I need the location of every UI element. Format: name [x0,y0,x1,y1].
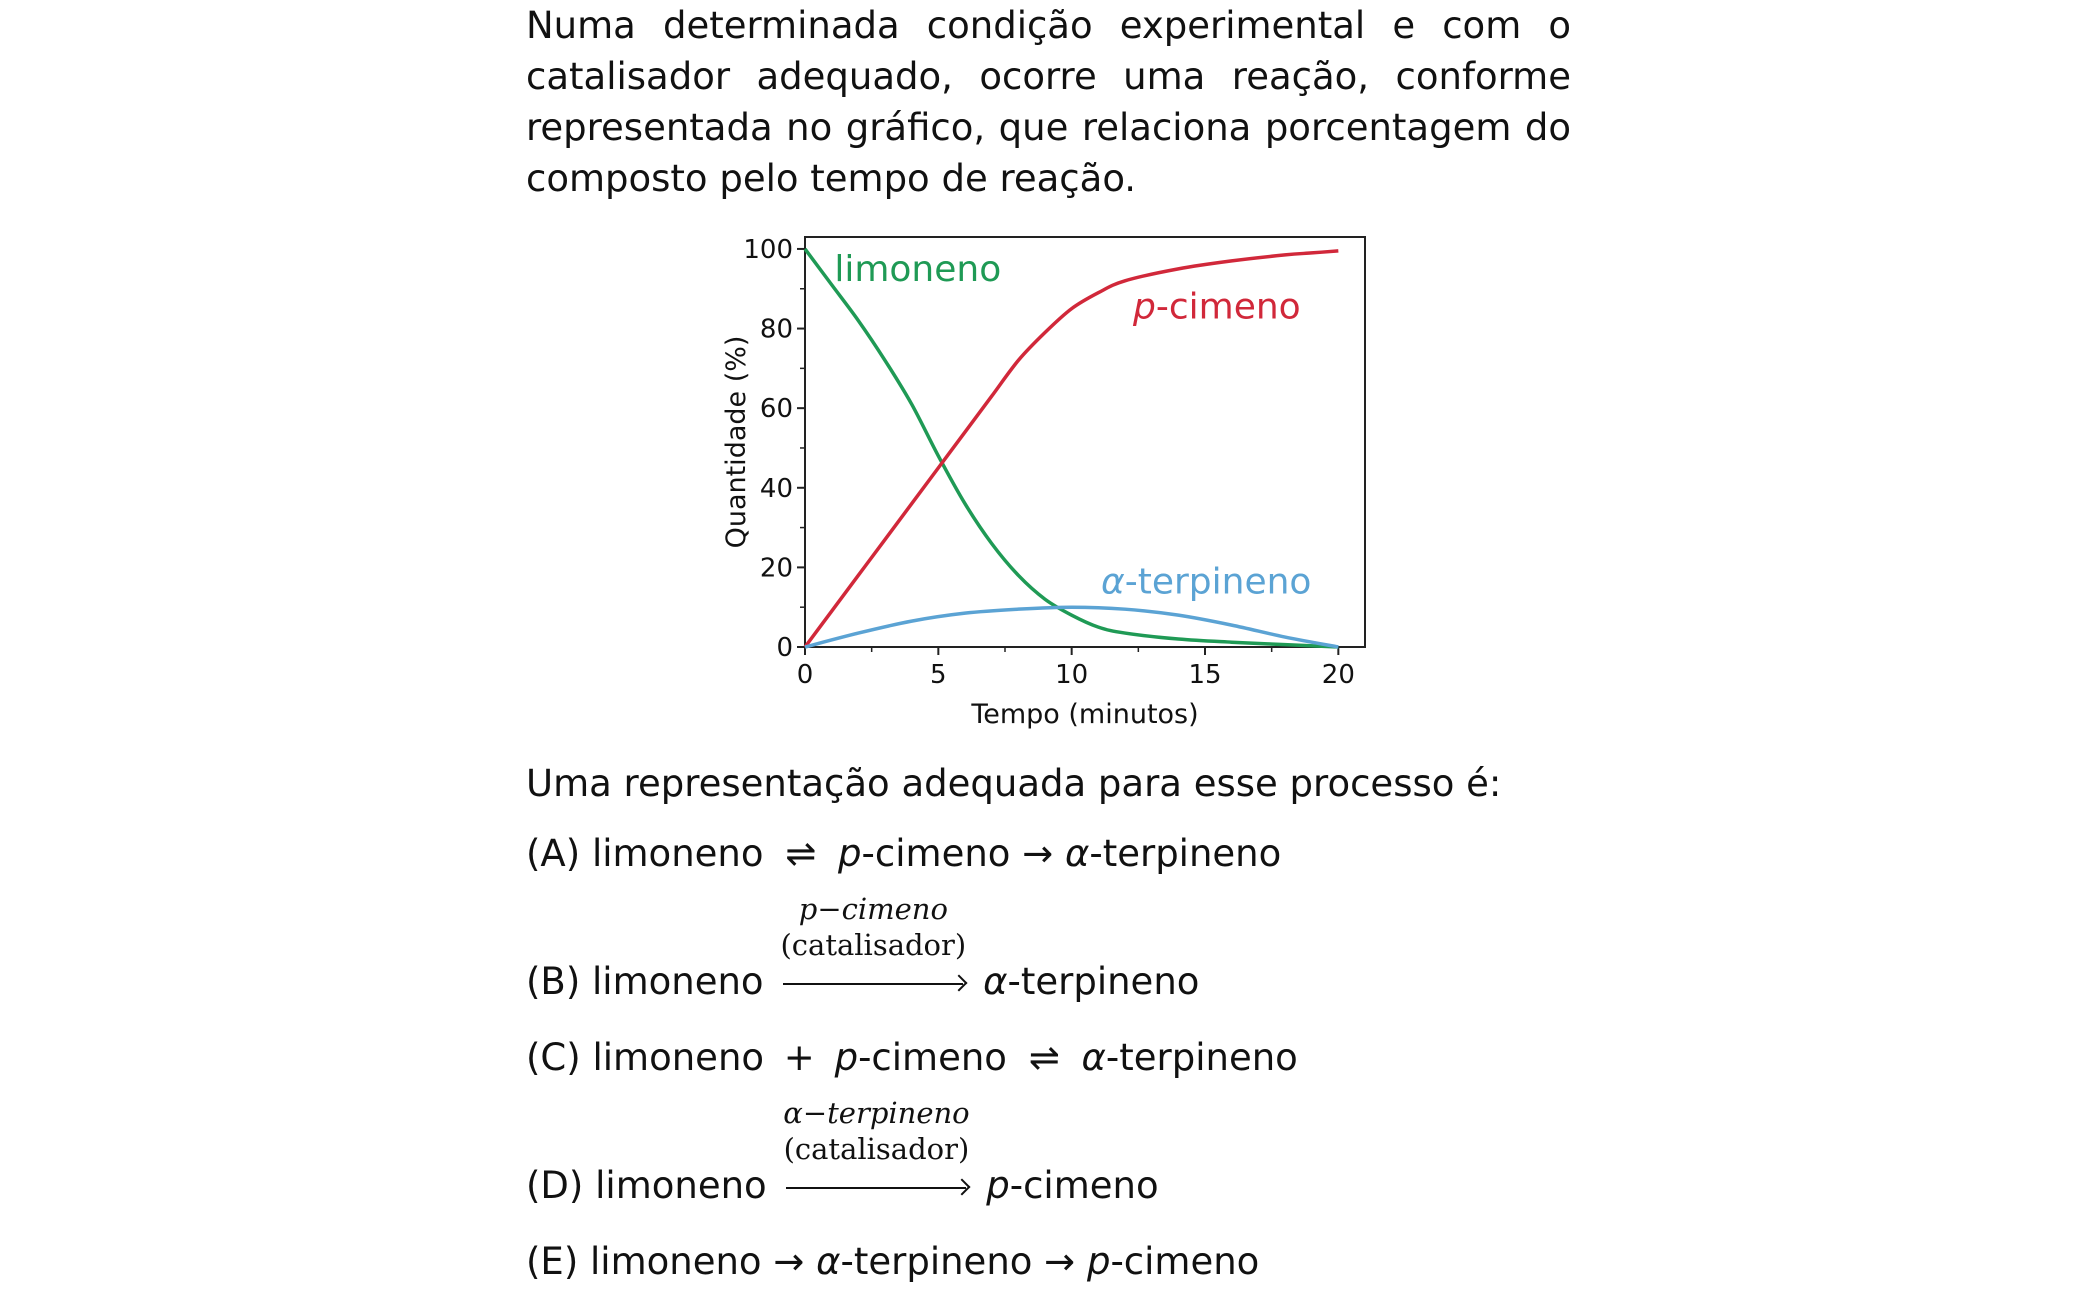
arrow-annotation: p−cimeno (catalisador) [780,892,967,962]
reactant: limoneno [595,1164,767,1207]
compound-name: -cimeno [858,1036,1007,1079]
y-tick-label: 0 [776,633,793,663]
y-tick-label: 40 [759,473,793,504]
option-letter: (E) [526,1240,579,1283]
compound-name: -cimeno [1110,1240,1260,1283]
catalysed-arrow [783,1096,970,1207]
question-text: Uma representação adequada para esse processo é: [526,762,1502,805]
y-axis-label: Quantidade (%) [721,335,752,549]
catalysed-arrow [780,892,967,1003]
compound-name: -cimeno [1009,1164,1159,1207]
option-letter: (D) [526,1164,584,1207]
reactant: limoneno [592,960,764,1003]
x-tick-label: 0 [796,660,814,690]
plus-symbol: + [783,1036,815,1079]
compound-prefix: p [986,1164,1010,1207]
option-e [526,1240,1259,1283]
compound-prefix: α [1064,832,1090,875]
compound-prefix: α [816,1240,841,1283]
arrow-icon [786,1187,966,1189]
reaction-chart [700,225,1380,745]
option-a [526,832,1281,875]
intro-paragraph: Numa determinada condição experimental e com o catalisador adequado, ocorre uma reação, conforme representada no gráfico, que relaciona porcentagem do composto pelo tempo de reação. [526,4,1571,200]
x-tick-label: 20 [1321,660,1355,690]
compound-name: -terpineno [840,1240,1033,1283]
y-tick-label: 20 [759,553,793,584]
series-line-α-terpineno [805,607,1338,647]
compound-prefix: p [834,1036,859,1079]
arrow-symbol: → [1022,832,1054,875]
compound-name: -cimeno [861,832,1011,875]
option-b [526,892,1200,1003]
compound-prefix: α [1081,1036,1106,1079]
reactant: limoneno [592,1036,765,1079]
option-letter: (A) [526,832,581,875]
series-label: limoneno [834,248,1002,290]
reactant: limoneno [590,1240,762,1283]
option-c [526,1036,1298,1079]
compound-name: -terpineno [1105,1036,1298,1079]
arrow-symbol: → [773,1240,805,1283]
y-tick-label: 100 [743,234,793,265]
compound-name: -terpineno [1089,832,1282,875]
series-label: p-cimeno [1133,286,1301,328]
compound-name: -terpineno [1007,960,1200,1003]
option-letter: (C) [526,1036,581,1079]
x-tick-label: 5 [930,660,947,690]
x-axis-label: Tempo (minutos) [971,699,1199,730]
y-tick-label: 80 [759,314,793,345]
x-tick-label: 15 [1188,660,1222,690]
arrow-annotation: α−terpineno (catalisador) [783,1096,970,1166]
arrow-symbol: → [1044,1240,1076,1283]
reactant: limoneno [591,832,764,875]
equilibrium-symbol: ⇌ [1028,1036,1060,1079]
option-letter: (B) [526,960,581,1003]
compound-prefix: p [838,832,862,875]
option-d [526,1096,1159,1207]
x-tick-label: 10 [1055,660,1089,690]
equilibrium-symbol: ⇌ [785,832,817,875]
compound-prefix: α [983,960,1008,1003]
arrow-icon [783,983,963,985]
series-label: α-terpineno [1101,561,1312,603]
y-tick-label: 60 [759,394,793,425]
compound-prefix: p [1086,1240,1111,1283]
